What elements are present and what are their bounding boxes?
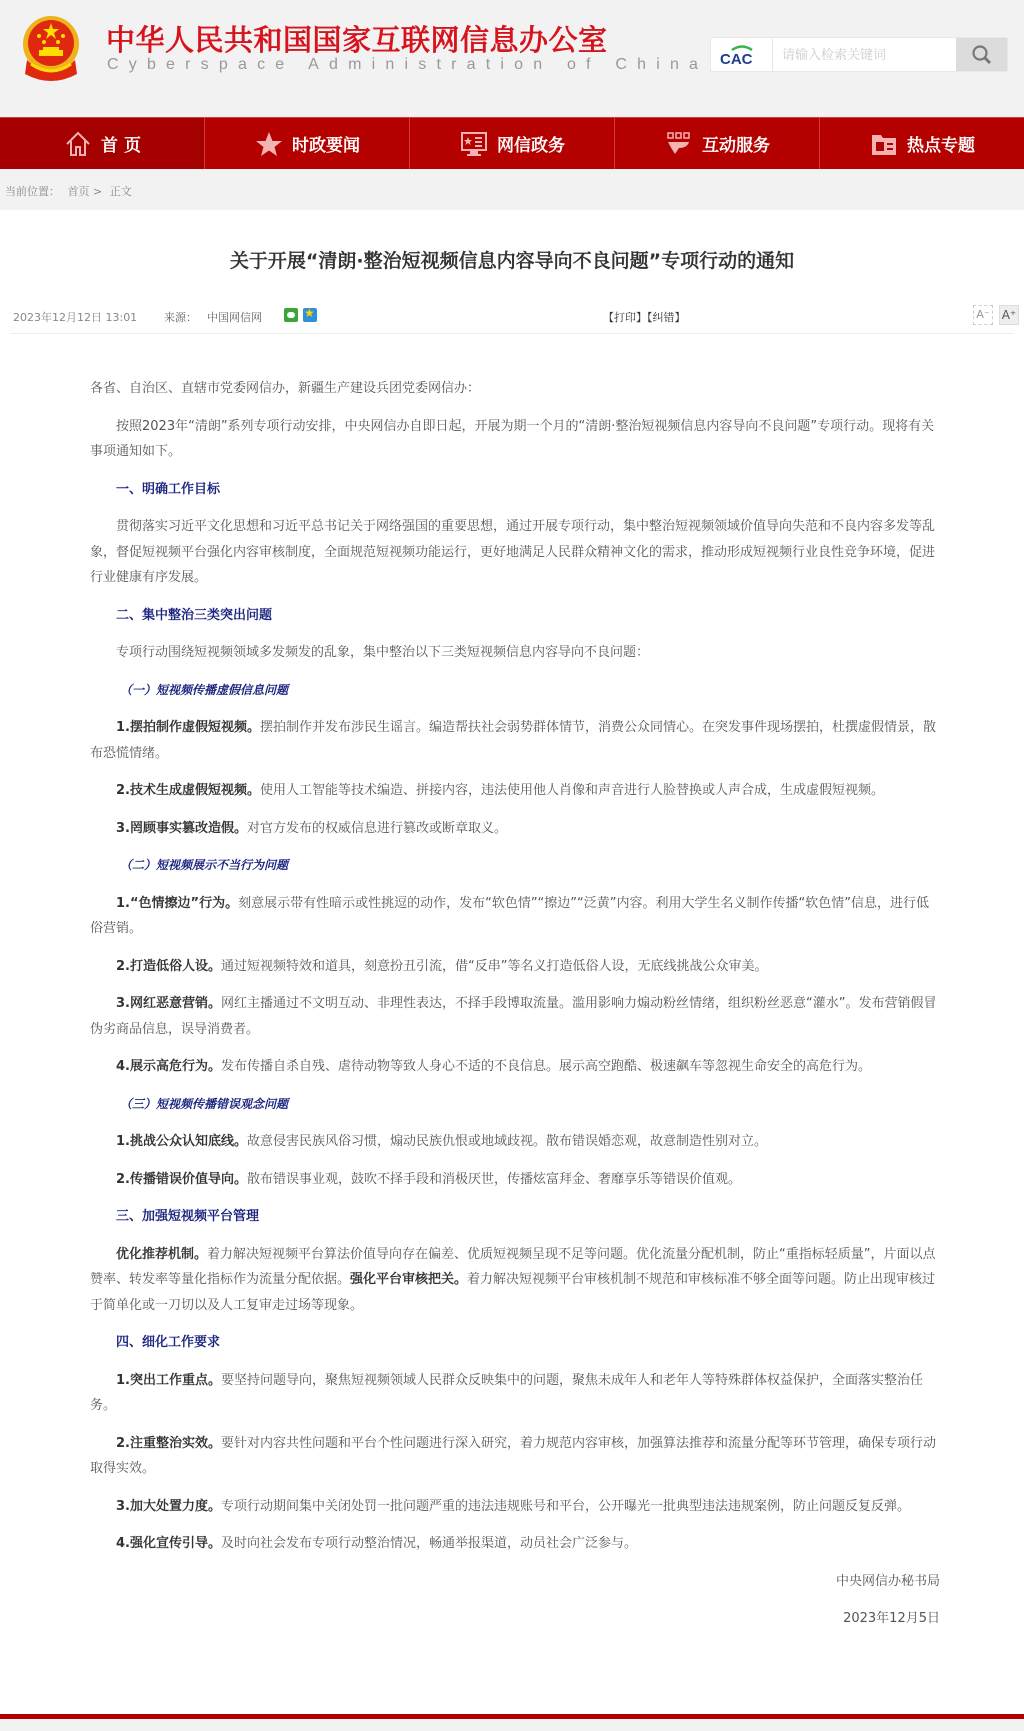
site-subtitle: Cyberspace Administration of China — [107, 56, 709, 73]
section-heading: 二、集中整治三类突出问题 — [116, 607, 273, 623]
nav-label: 网信政务 — [497, 136, 565, 156]
folder-icon — [869, 129, 899, 159]
qzone-share-icon[interactable] — [303, 308, 317, 322]
section-heading: 三、加强短视频平台管理 — [116, 1209, 260, 1224]
item-lead: 3.罔顾事实篡改造假。 — [116, 820, 247, 836]
list-item — [90, 1431, 940, 1482]
item-text: 着力解决短视频平台算法价值导向存在偏差、优质短视频呈现不足等问题。优化流量分配机制，防止“重指标轻质量”，片面以点赞率、转发率等量化指标作为流量分配依据。 — [90, 1246, 936, 1287]
item-lead: 2.注重整治实效。 — [116, 1435, 221, 1451]
item-text: 及时向社会发布专项行动整治情况，畅通举报渠道，动员社会广泛参与。 — [220, 1536, 637, 1551]
search-input[interactable] — [774, 38, 956, 71]
paragraph — [90, 1242, 940, 1319]
main-nav — [0, 117, 1024, 169]
item-lead: 优化推荐机制。 — [116, 1246, 208, 1262]
list-item — [90, 1494, 940, 1520]
nav-label: 互动服务 — [702, 136, 770, 156]
item-text: 着力解决短视频平台审核机制不规范和审核标准不够全面等问题。防止出现审核过于简单化或一刀切以及人工复审走过场等现象。 — [90, 1272, 936, 1313]
list-item — [90, 1129, 940, 1155]
intro-paragraph: 按照2023年“清朗”系列专项行动安排，中央网信办自即日起，开展为期一个月的“清朗·整治短视频信息内容导向不良问题”专项行动。现将有关事项通知如下。 — [90, 418, 935, 459]
svg-text:CAC: CAC — [719, 50, 752, 67]
cac-logo — [711, 38, 773, 71]
print-links — [603, 309, 686, 325]
monitor-icon — [459, 129, 489, 159]
item-lead: 1.挑战公众认知底线。 — [116, 1134, 247, 1149]
item-text: 发布传播自杀自残、虐待动物等致人身心不适的不良信息。展示高空跑酷、极速飙车等忽视生命安全的高危行为。 — [220, 1059, 871, 1074]
list-item — [90, 1167, 940, 1193]
list-item — [90, 954, 940, 980]
item-text: 要针对内容共性问题和平台个性问题进行深入研究，着力规范内容审核，加强算法推荐和流量分配等环节管理，确保专项行动取得实效。 — [90, 1435, 936, 1476]
breadcrumb — [5, 183, 136, 199]
article — [0, 210, 1024, 1715]
nav-item-topics[interactable] — [820, 118, 1024, 169]
search-box — [710, 37, 1008, 72]
signature: 中央网信办秘书局 — [835, 1573, 940, 1589]
correct-link[interactable]: 【纠错】 — [647, 311, 686, 324]
list-item — [90, 891, 940, 942]
item-text: 通过短视频特效和道具，刻意扮丑引流，借“反串”等名义打造低俗人设，无底线挑战公众审美。 — [220, 958, 768, 974]
item-text: 要坚持问题导向，聚焦短视频领域人民群众反映集中的问题，聚焦未成年人和老年人等特殊群体权益保护，全面落实整治任务。 — [90, 1372, 923, 1413]
nav-label: 热点专题 — [907, 136, 975, 156]
item-text: 专项行动期间集中关闭处罚一批问题严重的违法违规账号和平台，公开曝光一批典型违法违规案例，防止问题反复反弹。 — [220, 1498, 910, 1514]
source-label: 来源： — [164, 311, 197, 324]
item-lead: 1.“色情擦边”行为。 — [116, 895, 239, 911]
item-text: 故意侵害民族风俗习惯，煽动民族仇恨或地域歧视。散布错误婚恋观，故意制造性别对立。 — [246, 1134, 767, 1149]
nav-item-service[interactable] — [615, 118, 820, 169]
item-lead: 3.网红恶意营销。 — [116, 996, 221, 1011]
nav-item-affairs[interactable] — [410, 118, 615, 169]
search-button[interactable] — [956, 38, 1007, 71]
item-lead: 4.展示高危行为。 — [116, 1059, 221, 1074]
salutation: 各省、自治区、直辖市党委网信办，新疆生产建设兵团党委网信办： — [90, 381, 481, 396]
divider — [10, 333, 1014, 334]
source: 中国网信网 — [207, 311, 262, 324]
item-text: 散布错误事业观，鼓吹不择手段和消极厌世，传播炫富拜金、奢靡享乐等错误价值观。 — [246, 1171, 741, 1187]
item-lead: 2.传播错误价值导向。 — [116, 1171, 247, 1187]
item-text: 使用人工智能等技术编造、拼接内容，违法使用他人肖像和声音进行人脸替换或人声合成，生成虚假短视频。 — [259, 783, 884, 798]
list-item — [90, 991, 940, 1042]
item-lead: 3.加大处置力度。 — [116, 1498, 221, 1514]
list-item — [90, 778, 940, 804]
article-meta — [13, 305, 1017, 329]
paragraph: 贯彻落实习近平文化思想和习近平总书记关于网络强国的重要思想，通过开展专项行动，集中整治短视频领域价值导向失范和不良内容多发等乱象，督促短视频平台强化内容审核制度，全面规范短视频功能运行，更好地满足人民群众精神文化的需求，推动形成短视频行业良性竞争环境，促进行业健康有序发展。 — [90, 519, 936, 585]
nav-item-home[interactable] — [0, 118, 205, 169]
star-icon — [254, 129, 284, 159]
home-icon — [63, 129, 93, 159]
breadcrumb-current: 正文 — [109, 185, 132, 198]
footer-divider — [0, 1714, 1024, 1719]
article-title: 关于开展“清朗·整治短视频信息内容导向不良问题”专项行动的通知 — [229, 250, 795, 272]
section-heading: 四、细化工作要求 — [116, 1335, 221, 1350]
item-text: 摆拍制作并发布涉民生谣言。编造帮扶社会弱势群体情节，消费公众同情心。在突发事件现场摆拍，杜撰虚假情景，散布恐慌情绪。 — [90, 720, 936, 761]
item-lead: 2.技术生成虚假短视频。 — [116, 783, 260, 798]
list-item — [90, 715, 940, 766]
item-text: 网红主播通过不文明互动、非理性表达，不择手段博取流量。滥用影响力煽动粉丝情绪，组织粉丝恶意“灌水”。发布营销假冒伪劣商品信息，误导消费者。 — [90, 996, 937, 1037]
item-text: 刻意展示带有性暗示或性挑逗的动作，发布“软色情”“擦边”“泛黄”内容。利用大学生名义制作传播“软色情”信息，进行低俗营销。 — [90, 895, 929, 936]
hand-chat-icon — [664, 129, 694, 159]
cac-logo-icon — [718, 43, 766, 67]
search-icon — [971, 44, 993, 66]
item-lead: 4.强化宣传引导。 — [116, 1536, 221, 1551]
subsection-heading: （一）短视频传播虚假信息问题 — [120, 682, 289, 697]
print-link[interactable]: 【打印】 — [603, 311, 647, 324]
breadcrumb-separator: > — [93, 185, 103, 198]
font-decrease-button[interactable]: A⁻ — [973, 305, 993, 325]
item-lead: 强化平台审核把关。 — [350, 1272, 468, 1287]
sign-date: 2023年12月5日 — [843, 1611, 940, 1626]
nav-label: 时政要闻 — [292, 136, 360, 156]
list-item — [90, 1368, 940, 1419]
list-item — [90, 1054, 940, 1080]
item-lead: 2.打造低俗人设。 — [116, 958, 221, 974]
site-header — [0, 0, 1024, 117]
nav-label: 首 页 — [101, 136, 141, 156]
font-increase-button[interactable]: A⁺ — [999, 305, 1019, 325]
paragraph: 专项行动围绕短视频领域多发频发的乱象，集中整治以下三类短视频信息内容导向不良问题： — [116, 645, 650, 660]
item-lead: 1.突出工作重点。 — [116, 1372, 221, 1388]
wechat-share-icon[interactable] — [284, 308, 298, 322]
publish-date: 2023年12月12日 13:01 — [13, 311, 138, 324]
subsection-heading: （二）短视频展示不当行为问题 — [120, 858, 289, 872]
list-item — [90, 816, 940, 842]
subsection-heading: （三）短视频传播错误观念问题 — [120, 1096, 289, 1111]
nav-item-news[interactable] — [205, 118, 410, 169]
list-item — [90, 1531, 940, 1557]
breadcrumb-label: 当前位置： — [5, 185, 60, 198]
national-emblem-icon — [19, 14, 83, 86]
site-title: 中华人民共和国国家互联网信息办公室 — [106, 23, 608, 57]
section-heading: 一、明确工作目标 — [116, 481, 221, 497]
breadcrumb-home-link[interactable]: 首页 — [67, 185, 90, 198]
item-text: 对官方发布的权威信息进行篡改或断章取义。 — [246, 820, 507, 836]
item-lead: 1.摆拍制作虚假短视频。 — [116, 720, 260, 735]
article-body — [90, 376, 940, 1644]
